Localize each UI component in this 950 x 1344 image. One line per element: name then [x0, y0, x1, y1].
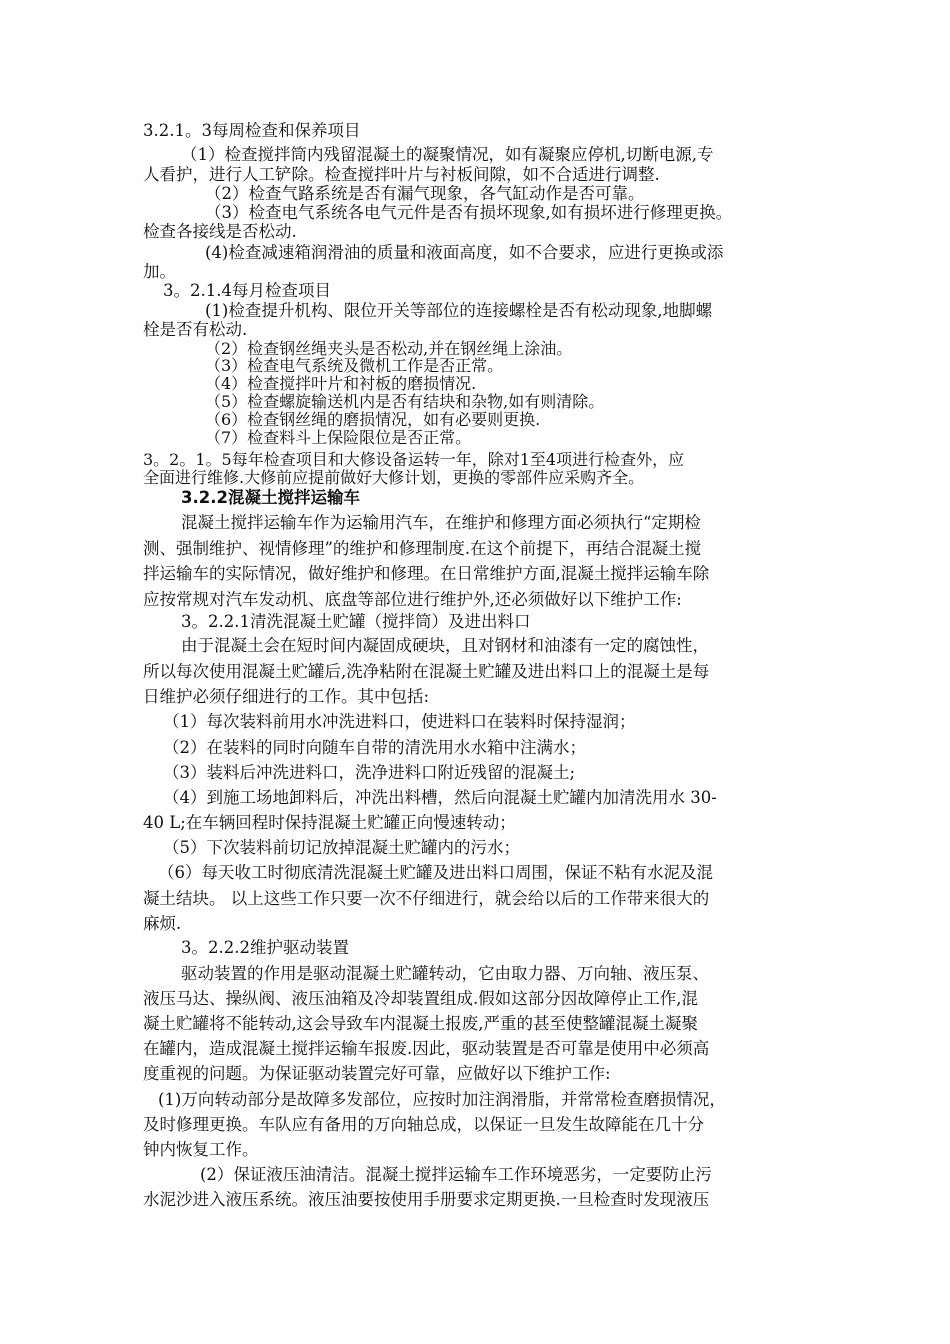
weekly-item-2: （2）检查气路系统是否有漏气现象，各气缸动作是否可靠。	[205, 184, 645, 203]
monthly-item-1-cont: 栓是否有松动.	[143, 320, 248, 339]
drive-item-2-cont: 水泥沙进入液压系统。液压油要按使用手册要求定期更换.一旦检查时发现液压	[143, 1190, 710, 1209]
drive-p-3: 凝土贮罐将不能转动,这会导致车内混凝土报废,严重的甚至使整罐混凝土凝聚	[143, 1014, 698, 1033]
monthly-item-5: （5）检查螺旋输送机内是否有结块和杂物,如有则清除。	[205, 392, 605, 411]
cleaning-item-5: （5）下次装料前切记放掉混凝土贮罐内的污水；	[163, 838, 520, 857]
yearly-line-1: 3。2。1。5每年检查项目和大修设备运转一年，除对1至4项进行检查外，应	[143, 450, 685, 469]
weekly-item-1-cont: 人看护，进行人工铲除。检查搅拌叶片与衬板间隙，如不合适进行调整.	[143, 165, 660, 184]
truck-intro-1: 混凝土搅拌运输车作为运输用汽车，在维护和修理方面必须执行“定期检	[181, 513, 701, 532]
monthly-item-7: （7）检查料斗上保险限位是否正常。	[205, 428, 472, 447]
section-heading-truck: 3.2.2混凝土搅拌运输车	[181, 488, 360, 507]
drive-item-1-cont: 及时修理更换。车队应有备用的万向轴总成，以保证一旦发生故障能在几十分	[143, 1115, 704, 1134]
cleaning-item-2: （2）在装料的同时向随车自带的清洗用水水箱中注满水；	[163, 738, 586, 757]
drive-p-4: 在罐内，造成混凝土搅拌运输车报废.因此，驱动装置是否可靠是使用中必须高	[143, 1039, 710, 1058]
section-heading-monthly: 3。2.1.4每月检查项目	[163, 281, 331, 300]
cleaning-item-6-cont: 凝土结块。 以上这些工作只要一次不仔细进行，就会给以后的工作带来很大的	[143, 889, 710, 908]
cleaning-p-3: 日维护必须仔细进行的工作。其中包括:	[143, 687, 430, 706]
drive-p-1: 驱动装置的作用是驱动混凝土贮罐转动，它由取力器、万向轴、液压泵、	[181, 964, 709, 983]
section-heading-weekly: 3.2.1。3每周检查和保养项目	[143, 121, 361, 140]
section-heading-cleaning: 3。2.2.1清洗混凝土贮罐（搅拌筒）及进出料口	[181, 612, 531, 631]
weekly-item-3-cont: 检查各接线是否松动.	[143, 222, 297, 241]
drive-item-1-end: 钟内恢复工作。	[143, 1140, 259, 1159]
monthly-item-4: （4）检查搅拌叶片和衬板的磨损情况.	[205, 374, 477, 393]
drive-p-2: 液压马达、操纵阀、液压油箱及冷却装置组成.假如这部分因故障停止工作,混	[143, 989, 698, 1008]
cleaning-item-4-cont: 40 L;在车辆回程时保持混凝土贮罐正向慢速转动；	[143, 813, 516, 832]
weekly-item-3: （3）检查电气系统各电气元件是否有损坏现象,如有损坏进行修理更换。	[205, 203, 733, 222]
cleaning-p-2: 所以每次使用混凝土贮罐后,洗净粘附在混凝土贮罐及进出料口上的混凝土是每	[143, 662, 710, 681]
monthly-item-2: （2）检查钢丝绳夹头是否松动,并在钢丝绳上涂油。	[205, 339, 573, 358]
cleaning-item-6-end: 麻烦.	[143, 914, 182, 933]
weekly-item-4: (4)检查减速箱润滑油的质量和液面高度，如不合要求，应进行更换或添	[205, 243, 724, 262]
section-heading-drive: 3。2.2.2维护驱动装置	[181, 938, 349, 957]
monthly-item-1: (1)检查提升机构、限位开关等部位的连接螺栓是否有松动现象,地脚螺	[205, 301, 713, 320]
cleaning-item-6: （6）每天收工时彻底清洗混凝土贮罐及进出料口周围，保证不粘有水泥及混	[158, 863, 713, 882]
monthly-item-6: （6）检查钢丝绳的磨损情况，如有必要则更换.	[205, 410, 541, 429]
truck-intro-3: 拌运输车的实际情况，做好维护和修理。在日常维护方面,混凝土搅拌运输车除	[143, 564, 710, 583]
cleaning-item-1: （1）每次装料前用水冲洗进料口，使进料口在装料时保持湿润；	[163, 712, 636, 731]
drive-p-5: 度重视的问题。为保证驱动装置完好可靠，应做好以下维护工作:	[143, 1064, 611, 1083]
monthly-item-3: （3）检查电气系统及微机工作是否正常。	[205, 356, 504, 375]
cleaning-item-4: （4）到施工场地卸料后，冲洗出料槽，然后向混凝土贮罐内加清洗用水 30-	[163, 788, 717, 807]
drive-item-1: (1)万向转动部分是故障多发部位，应按时加注润滑脂，并常常检查磨损情况，	[158, 1090, 726, 1109]
cleaning-p-1: 由于混凝土会在短时间内凝固成硬块，且对钢材和油漆有一定的腐蚀性，	[181, 636, 709, 655]
drive-item-2: (2）保证液压油清洁。混凝土搅拌运输车工作环境恶劣，一定要防止污	[200, 1165, 712, 1184]
cleaning-item-3: （3）装料后冲洗进料口，洗净进料口附近残留的混凝土;	[163, 763, 576, 782]
weekly-item-1: （1）检查搅拌筒内残留混凝土的凝聚情况，如有凝聚应停机,切断电源,专	[181, 145, 714, 164]
yearly-line-2: 全面进行维修.大修前应提前做好大修计划，更换的零部件应采购齐全。	[143, 468, 645, 487]
truck-intro-4: 应按常规对汽车发动机、底盘等部位进行维护外,还必须做好以下维护工作:	[143, 590, 682, 609]
weekly-item-4-cont: 加。	[143, 262, 176, 281]
truck-intro-2: 测、强制维护、视情修理”的维护和修理制度.在这个前提下，再结合混凝土搅	[143, 539, 702, 558]
